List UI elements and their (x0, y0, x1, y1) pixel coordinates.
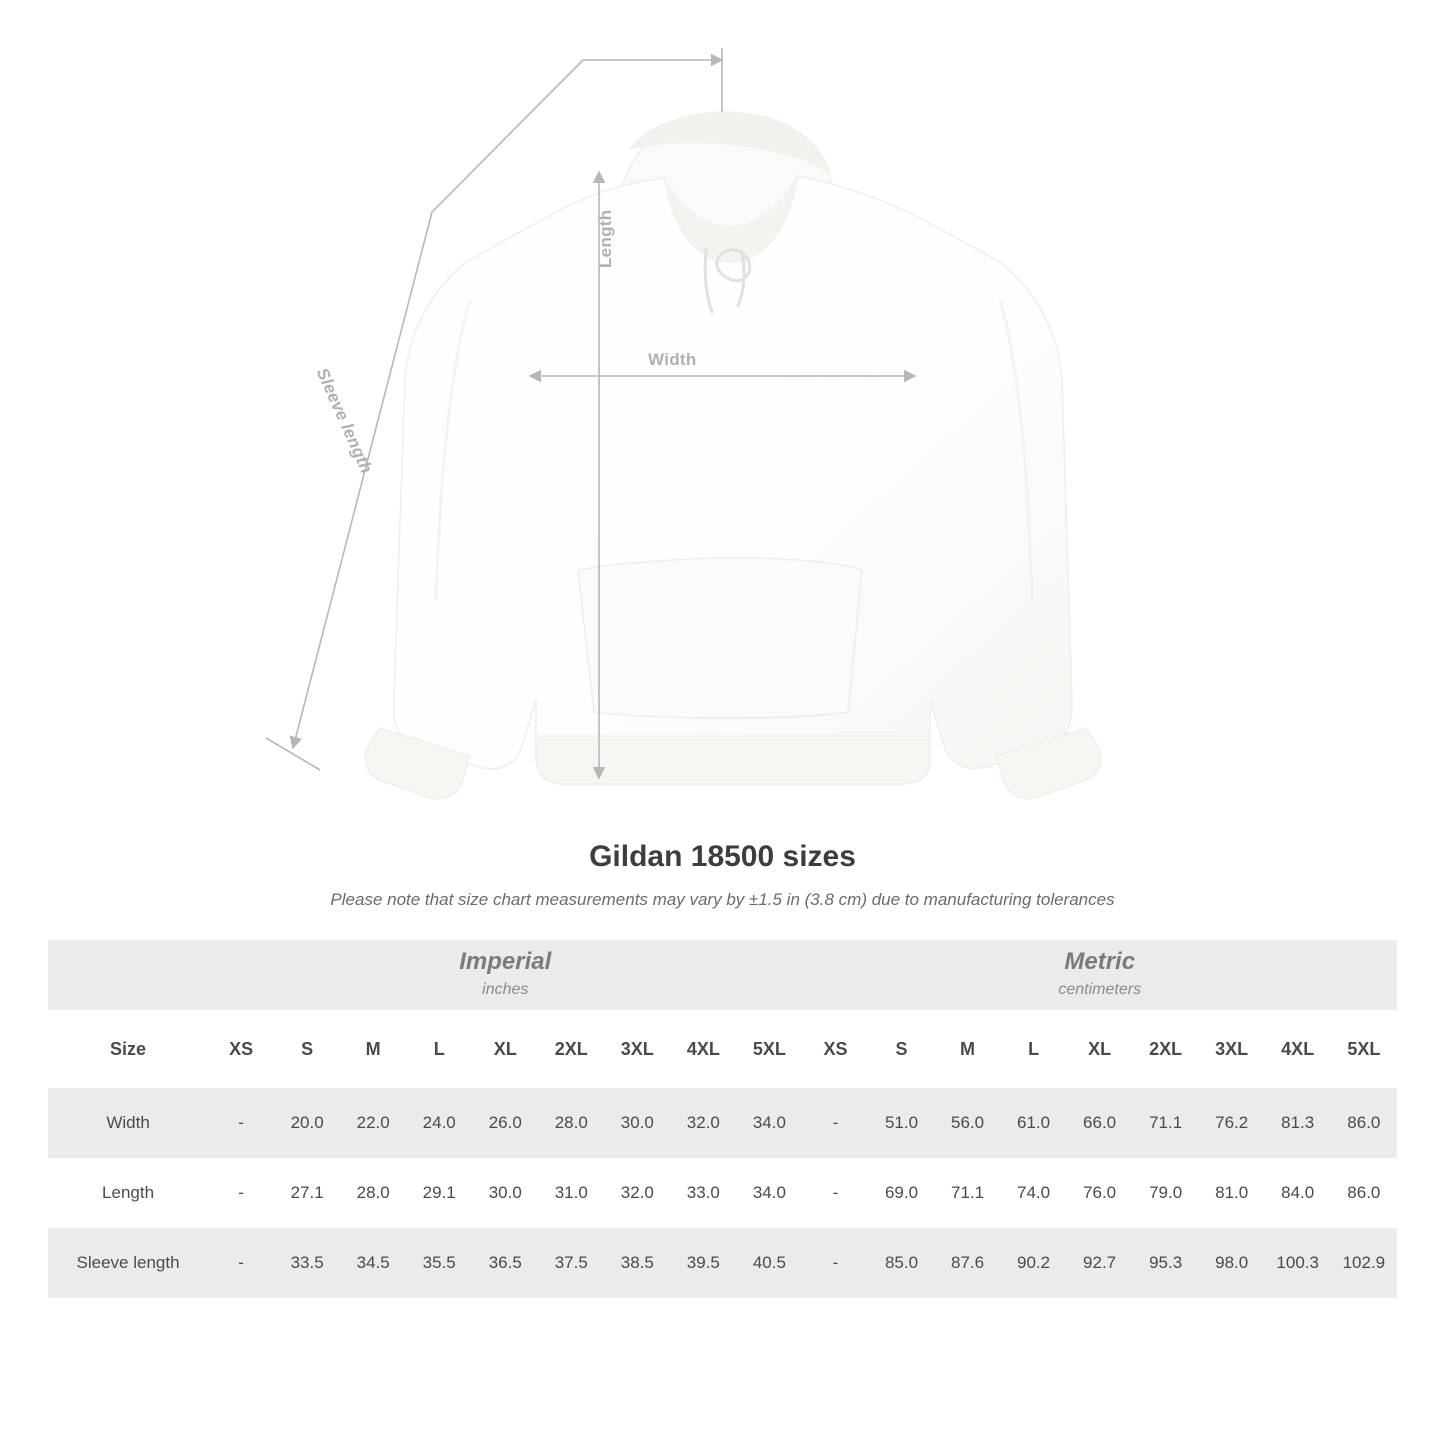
cell-length-imperial-m: 28.0 (340, 1158, 406, 1228)
header-metric-s: S (868, 1010, 934, 1088)
header-metric-m: M (935, 1010, 1001, 1088)
page-title: Gildan 18500 sizes (589, 840, 856, 873)
header-imperial-5xl: 5XL (736, 1010, 802, 1088)
cell-width-metric-3xl: 76.2 (1199, 1088, 1265, 1158)
row-label-length: Length (48, 1158, 208, 1228)
cell-length-imperial-3xl: 32.0 (604, 1158, 670, 1228)
cell-width-metric-s: 51.0 (868, 1088, 934, 1158)
cell-sleeve-imperial-l: 35.5 (406, 1228, 472, 1298)
cell-sleeve-metric-s: 85.0 (868, 1228, 934, 1298)
cell-length-metric-3xl: 81.0 (1199, 1158, 1265, 1228)
cell-width-metric-l: 61.0 (1001, 1088, 1067, 1158)
title-block (0, 840, 1445, 910)
cell-length-imperial-l: 29.1 (406, 1158, 472, 1228)
cell-width-imperial-l: 24.0 (406, 1088, 472, 1158)
header-imperial-xs: XS (208, 1010, 274, 1088)
cell-sleeve-metric-3xl: 98.0 (1199, 1228, 1265, 1298)
row-label-sleeve-length: Sleeve length (48, 1228, 208, 1298)
header-imperial-l: L (406, 1010, 472, 1088)
row-label-width: Width (48, 1088, 208, 1158)
cell-length-imperial-4xl: 33.0 (670, 1158, 736, 1228)
sleeve-length-dimension-label: Sleeve length (312, 365, 377, 477)
size-table (48, 940, 1397, 1298)
cell-length-metric-4xl: 84.0 (1265, 1158, 1331, 1228)
cell-sleeve-imperial-5xl: 40.5 (736, 1228, 802, 1298)
header-metric-5xl: 5XL (1331, 1010, 1397, 1088)
header-metric-3xl: 3XL (1199, 1010, 1265, 1088)
cell-sleeve-imperial-xl: 36.5 (472, 1228, 538, 1298)
cell-length-metric-5xl: 86.0 (1331, 1158, 1397, 1228)
header-imperial-m: M (340, 1010, 406, 1088)
header-imperial-xl: XL (472, 1010, 538, 1088)
cell-sleeve-metric-5xl: 102.9 (1331, 1228, 1397, 1298)
cell-width-imperial-xs: - (208, 1088, 274, 1158)
cell-width-imperial-s: 20.0 (274, 1088, 340, 1158)
cell-sleeve-metric-xs: - (802, 1228, 868, 1298)
size-header-row (48, 1010, 1397, 1088)
header-metric-xl: XL (1067, 1010, 1133, 1088)
header-metric-xs: XS (802, 1010, 868, 1088)
table-row-sleeve-length (48, 1228, 1397, 1298)
cell-width-metric-xs: - (802, 1088, 868, 1158)
tolerance-note: Please note that size chart measurements may vary by ±1.5 in (3.8 cm) due to manufacturing tolerances (330, 890, 1115, 909)
header-metric-4xl: 4XL (1265, 1010, 1331, 1088)
cell-length-imperial-2xl: 31.0 (538, 1158, 604, 1228)
unit-header-row (48, 940, 1397, 1010)
hoodie-garment (365, 111, 1100, 798)
unit-header-blank (48, 940, 208, 1010)
cell-length-imperial-s: 27.1 (274, 1158, 340, 1228)
cell-length-imperial-5xl: 34.0 (736, 1158, 802, 1228)
cell-sleeve-imperial-m: 34.5 (340, 1228, 406, 1298)
cell-width-imperial-4xl: 32.0 (670, 1088, 736, 1158)
cell-sleeve-imperial-2xl: 37.5 (538, 1228, 604, 1298)
cell-length-metric-2xl: 79.0 (1133, 1158, 1199, 1228)
cell-sleeve-imperial-s: 33.5 (274, 1228, 340, 1298)
cell-width-imperial-xl: 26.0 (472, 1088, 538, 1158)
cell-sleeve-metric-2xl: 95.3 (1133, 1228, 1199, 1298)
size-table-wrap (48, 940, 1397, 1298)
cell-width-imperial-3xl: 30.0 (604, 1088, 670, 1158)
unit-header-metric (802, 940, 1397, 1010)
header-imperial-4xl: 4XL (670, 1010, 736, 1088)
header-imperial-s: S (274, 1010, 340, 1088)
cell-width-imperial-2xl: 28.0 (538, 1088, 604, 1158)
width-dimension-label: Width (648, 350, 697, 369)
cell-width-metric-xl: 66.0 (1067, 1088, 1133, 1158)
length-dimension-label: Length (596, 209, 615, 268)
unit-name-imperial: Imperial (459, 948, 552, 976)
cell-length-metric-m: 71.1 (935, 1158, 1001, 1228)
unit-name-metric: Metric (1064, 948, 1136, 976)
cell-sleeve-imperial-3xl: 38.5 (604, 1228, 670, 1298)
cell-width-metric-m: 56.0 (935, 1088, 1001, 1158)
cell-length-imperial-xs: - (208, 1158, 274, 1228)
cell-width-metric-4xl: 81.3 (1265, 1088, 1331, 1158)
header-size-label: Size (48, 1010, 208, 1088)
cell-sleeve-metric-m: 87.6 (935, 1228, 1001, 1298)
cell-width-imperial-5xl: 34.0 (736, 1088, 802, 1158)
table-row-length (48, 1158, 1397, 1228)
cell-sleeve-metric-xl: 92.7 (1067, 1228, 1133, 1298)
unit-sub-metric: centimeters (1058, 981, 1142, 999)
cell-sleeve-metric-4xl: 100.3 (1265, 1228, 1331, 1298)
cell-width-metric-2xl: 71.1 (1133, 1088, 1199, 1158)
header-metric-l: L (1001, 1010, 1067, 1088)
header-metric-2xl: 2XL (1133, 1010, 1199, 1088)
cell-length-metric-s: 69.0 (868, 1158, 934, 1228)
cell-sleeve-imperial-4xl: 39.5 (670, 1228, 736, 1298)
cell-length-imperial-xl: 30.0 (472, 1158, 538, 1228)
cell-sleeve-metric-l: 90.2 (1001, 1228, 1067, 1298)
table-row-width (48, 1088, 1397, 1158)
cell-length-metric-xl: 76.0 (1067, 1158, 1133, 1228)
header-imperial-2xl: 2XL (538, 1010, 604, 1088)
header-imperial-3xl: 3XL (604, 1010, 670, 1088)
cell-sleeve-imperial-xs: - (208, 1228, 274, 1298)
cell-width-metric-5xl: 86.0 (1331, 1088, 1397, 1158)
unit-sub-imperial: inches (482, 981, 529, 999)
unit-header-imperial (208, 940, 802, 1010)
cell-length-metric-l: 74.0 (1001, 1158, 1067, 1228)
cell-length-metric-xs: - (802, 1158, 868, 1228)
cell-width-imperial-m: 22.0 (340, 1088, 406, 1158)
